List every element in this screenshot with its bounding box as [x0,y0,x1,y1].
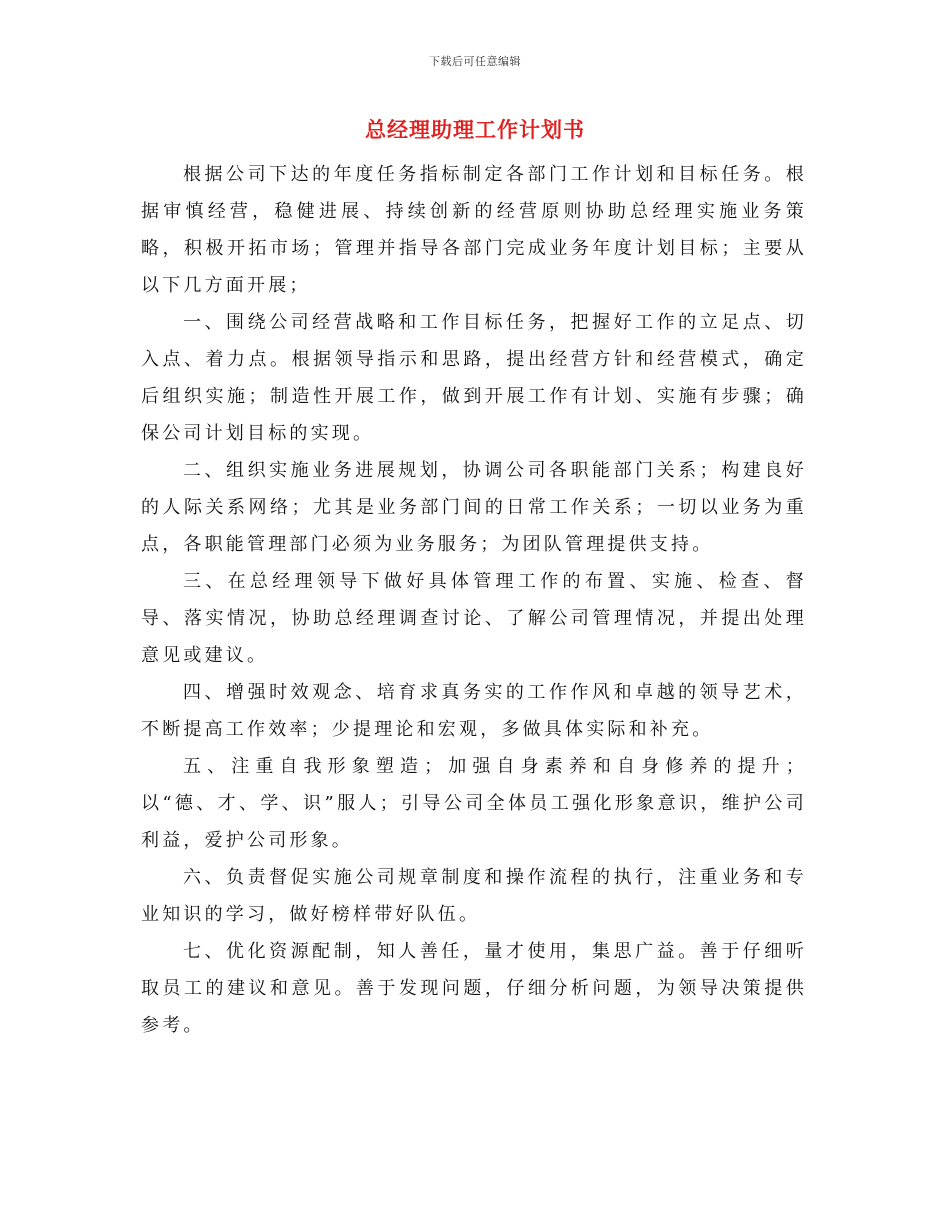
paragraph-item-3: 三、在总经理领导下做好具体管理工作的布置、实施、检查、督导、落实情况，协助总经理调查讨论、了解公司管理情况，并提出处理意见或建议。 [141,571,807,666]
document-title: 总经理助理工作计划书 [365,117,585,142]
page-header-note: 下载后可任意编辑 [429,55,521,68]
paragraph-item-1: 一、围绕公司经营战略和工作目标任务，把握好工作的立足点、切入点、着力点。根据领导指示和思路，提出经营方针和经营模式，确定后组织实施；制造性开展工作，做到开展工作有计划、实施有步骤；确保公司计划目标的实现。 [141,312,807,444]
paragraph-intro: 根据公司下达的年度任务指标制定各部门工作计划和目标任务。根据审慎经营，稳健进展、持续创新的经营原则协助总经理实施业务策略，积极开拓市场；管理并指导各部门完成业务年度计划目标；主要从以下几方面开展； [141,164,807,296]
paragraph-item-4: 四、增强时效观念、培育求真务实的工作作风和卓越的领导艺术，不断提高工作效率；少提理论和宏观，多做具体实际和补充。 [141,682,807,740]
paragraph-item-6: 六、负责督促实施公司规章制度和操作流程的执行，注重业务和专业知识的学习，做好榜样带好队伍。 [141,867,807,925]
paragraph-item-2: 二、组织实施业务进展规划，协调公司各职能部门关系；构建良好的人际关系网络；尤其是业务部门间的日常工作关系；一切以业务为重点，各职能管理部门必须为业务服务；为团队管理提供支持。 [141,460,807,555]
document-body [141,156,807,1044]
paragraph-item-7: 七、优化资源配制，知人善任，量才使用，集思广益。善于仔细听取员工的建议和意见。善于发现问题，仔细分析问题，为领导决策提供参考。 [141,941,807,1036]
paragraph-item-5: 五、注重自我形象塑造；加强自身素养和自身修养的提升；以“德、才、学、识”服人；引导公司全体员工强化形象意识，维护公司利益，爱护公司形象。 [141,756,807,851]
